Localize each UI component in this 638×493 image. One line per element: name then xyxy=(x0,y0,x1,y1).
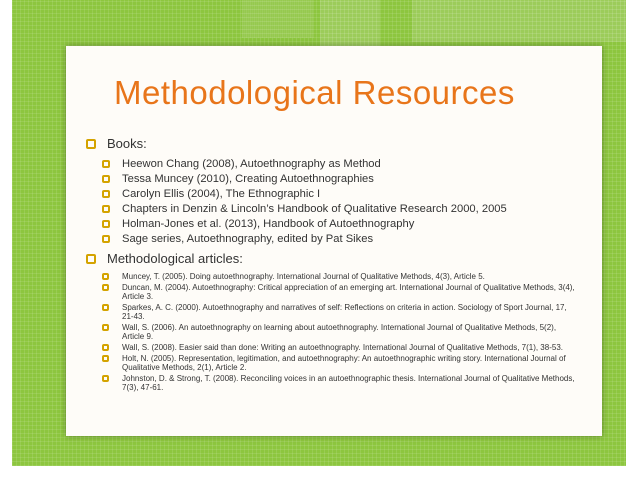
square-bullet-icon xyxy=(102,324,109,331)
slide-frame-background xyxy=(12,0,626,466)
list-item: Wall, S. (2008). Easier said than done: Writing an autoethnography. International Journal of Qualitative Methods, 7(1), 38-53. xyxy=(102,343,592,352)
books-section xyxy=(86,136,592,246)
list-item: Sage series, Autoethnography, edited by Pat Sikes xyxy=(102,231,592,246)
square-bullet-icon xyxy=(102,284,109,291)
list-item: Tessa Muncey (2010), Creating Autoethnographies xyxy=(102,171,592,186)
square-bullet-icon xyxy=(102,344,109,351)
list-item: Muncey, T. (2005). Doing autoethnography. International Journal of Qualitative Methods, 4(3), Article 5. xyxy=(102,272,592,281)
books-heading-row xyxy=(86,136,592,151)
square-bullet-icon xyxy=(86,254,96,264)
articles-heading-row xyxy=(86,251,592,266)
square-bullet-icon xyxy=(102,190,110,198)
list-item: Sparkes, A. C. (2000). Autoethnography and narratives of self: Reflections on criteria in action. Sociology of Sport Journal, 17, 21-43. xyxy=(102,303,592,321)
list-item: Wall, S. (2006). An autoethnography on learning about autoethnography. International Journal of Qualitative Methods, 5(2), Article 9. xyxy=(102,323,592,341)
square-bullet-icon xyxy=(86,139,96,149)
square-bullet-icon xyxy=(102,205,110,213)
decorative-tile xyxy=(412,0,626,42)
list-item: Duncan, M. (2004). Autoethnography: Critical appreciation of an emerging art. International Journal of Qualitative Methods, 3(4), Article 3. xyxy=(102,283,592,301)
square-bullet-icon xyxy=(102,273,109,280)
square-bullet-icon xyxy=(102,235,110,243)
square-bullet-icon xyxy=(102,220,110,228)
list-item: Holman-Jones et al. (2013), Handbook of Autoethnography xyxy=(102,216,592,231)
square-bullet-icon xyxy=(102,355,109,362)
square-bullet-icon xyxy=(102,160,110,168)
books-heading: Books: xyxy=(107,136,147,151)
list-item: Johnston, D. & Strong, T. (2008). Reconciling voices in an autoethnographic thesis. International Journal of Qualitative Methods, 7(3), 47-61. xyxy=(102,374,592,392)
articles-heading: Methodological articles: xyxy=(107,251,243,266)
square-bullet-icon xyxy=(102,375,109,382)
list-item: Holt, N. (2005). Representation, legitimation, and autoethnography: An autoethnographic writing story. International Journal of Qualitative Methods, 2(1), Article 2. xyxy=(102,354,592,372)
list-item: Heewon Chang (2008), Autoethnography as Method xyxy=(102,156,592,171)
articles-section xyxy=(86,251,592,394)
slide-content-panel xyxy=(66,46,602,436)
square-bullet-icon xyxy=(102,304,109,311)
list-item: Carolyn Ellis (2004), The Ethnographic I xyxy=(102,186,592,201)
slide-title: Methodological Resources xyxy=(114,74,515,111)
square-bullet-icon xyxy=(102,175,110,183)
decorative-tile xyxy=(242,0,314,38)
decorative-tile xyxy=(320,0,380,46)
list-item: Chapters in Denzin & Lincoln’s Handbook of Qualitative Research 2000, 2005 xyxy=(102,201,592,216)
